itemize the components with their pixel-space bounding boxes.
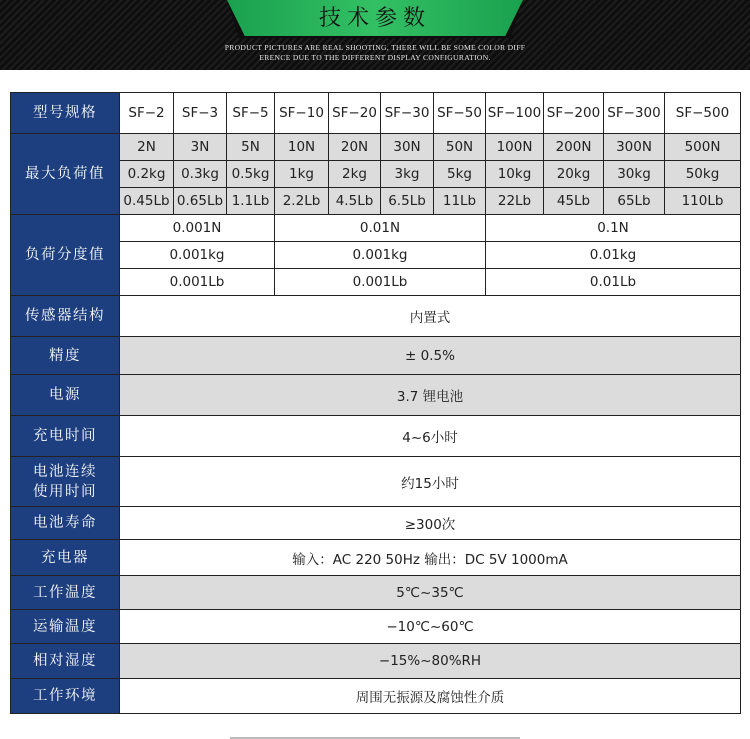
max-load-lb-cell: 1.1Lb (227, 188, 275, 215)
model-row (11, 93, 741, 134)
spec-row-value: 3.7 锂电池 (120, 375, 741, 416)
spec-row-value: 4~6小时 (120, 416, 741, 457)
model-label: 型号规格 (11, 93, 120, 134)
max-load-lb-cell: 11Lb (434, 188, 486, 215)
spec-row-value: −10℃~60℃ (120, 610, 741, 644)
resolution-lb-row (11, 269, 741, 296)
spec-table (10, 92, 741, 714)
model-cell: SF−500 (665, 93, 741, 134)
model-cell: SF−2 (120, 93, 174, 134)
max-load-lb-cell: 4.5Lb (329, 188, 381, 215)
resolution-cell: 0.01N (275, 215, 486, 242)
model-cell: SF−5 (227, 93, 275, 134)
max-load-n-cell: 50N (434, 134, 486, 161)
resolution-cell: 0.01Lb (486, 269, 741, 296)
spec-row-label: 工作环境 (11, 679, 120, 714)
resolution-n-row (11, 215, 741, 242)
resolution-cell: 0.01kg (486, 242, 741, 269)
max-load-kg-cell: 30kg (604, 161, 665, 188)
spec-row (11, 416, 741, 457)
max-load-lb-cell: 2.2Lb (275, 188, 329, 215)
max-load-kg-cell: 2kg (329, 161, 381, 188)
header-banner (0, 0, 750, 70)
spec-row-label: 充电时间 (11, 416, 120, 457)
model-cell: SF−300 (604, 93, 665, 134)
max-load-n-cell: 20N (329, 134, 381, 161)
max-load-lb-cell: 22Lb (486, 188, 544, 215)
resolution-cell: 0.001N (120, 215, 275, 242)
spec-row-value: 5℃~35℃ (120, 576, 741, 610)
resolution-kg-row (11, 242, 741, 269)
resolution-cell: 0.001Lb (275, 269, 486, 296)
spec-row-value: 约15小时 (120, 457, 741, 507)
max-load-kg-cell: 20kg (544, 161, 604, 188)
max-load-n-cell: 10N (275, 134, 329, 161)
max-load-n-cell: 200N (544, 134, 604, 161)
spec-row (11, 610, 741, 644)
max-load-n-cell: 2N (120, 134, 174, 161)
spec-row (11, 375, 741, 416)
resolution-cell: 0.1N (486, 215, 741, 242)
max-load-lb-cell: 6.5Lb (381, 188, 434, 215)
spec-row-label: 精度 (11, 337, 120, 375)
model-cell: SF−200 (544, 93, 604, 134)
spec-row-value: ≥300次 (120, 507, 741, 540)
spec-row-label: 运输温度 (11, 610, 120, 644)
max-load-lb-cell: 110Lb (665, 188, 741, 215)
max-load-kg-cell: 1kg (275, 161, 329, 188)
spec-row-label: 工作温度 (11, 576, 120, 610)
spec-row-value: 输入：AC 220 50Hz 输出：DC 5V 1000mA (120, 540, 741, 576)
spec-row-value: ± 0.5% (120, 337, 741, 375)
model-cell: SF−3 (174, 93, 227, 134)
max-load-n-cell: 30N (381, 134, 434, 161)
max-load-label: 最大负荷值 (11, 134, 120, 215)
max-load-kg-cell: 10kg (486, 161, 544, 188)
model-cell: SF−10 (275, 93, 329, 134)
model-cell: SF−100 (486, 93, 544, 134)
page-title: 技术参数 (318, 6, 431, 31)
spec-row (11, 337, 741, 375)
model-cell: SF−20 (329, 93, 381, 134)
spec-row (11, 644, 741, 679)
disclaimer-line-1: PRODUCT PICTURES ARE REAL SHOOTING, THERE WILL BE SOME COLOR DIFF (224, 43, 526, 52)
max-load-n-row (11, 134, 741, 161)
max-load-kg-cell: 50kg (665, 161, 741, 188)
spec-row (11, 576, 741, 610)
max-load-lb-cell: 65Lb (604, 188, 665, 215)
max-load-lb-cell: 0.65Lb (174, 188, 227, 215)
max-load-n-cell: 100N (486, 134, 544, 161)
model-cell: SF−30 (381, 93, 434, 134)
max-load-lb-cell: 0.45Lb (120, 188, 174, 215)
spec-row-label: 电源 (11, 375, 120, 416)
max-load-kg-cell: 0.3kg (174, 161, 227, 188)
resolution-cell: 0.001kg (275, 242, 486, 269)
max-load-kg-cell: 0.2kg (120, 161, 174, 188)
max-load-kg-row (11, 161, 741, 188)
spec-row-value: 内置式 (120, 296, 741, 337)
spec-row-label: 电池连续使用时间 (11, 457, 120, 507)
max-load-lb-row (11, 188, 741, 215)
spec-row-label: 传感器结构 (11, 296, 120, 337)
max-load-n-cell: 5N (227, 134, 275, 161)
max-load-n-cell: 3N (174, 134, 227, 161)
disclaimer-line-2: ERENCE DUE TO THE DIFFERENT DISPLAY CONFIGURATION. (259, 53, 491, 62)
max-load-lb-cell: 45Lb (544, 188, 604, 215)
max-load-kg-cell: 0.5kg (227, 161, 275, 188)
spec-row (11, 540, 741, 576)
spec-row (11, 507, 741, 540)
spec-row-label: 充电器 (11, 540, 120, 576)
spec-row (11, 296, 741, 337)
resolution-cell: 0.001kg (120, 242, 275, 269)
max-load-n-cell: 500N (665, 134, 741, 161)
resolution-label: 负荷分度值 (11, 215, 120, 296)
spec-row (11, 679, 741, 714)
model-cell: SF−50 (434, 93, 486, 134)
spec-row-value: −15%~80%RH (120, 644, 741, 679)
resolution-cell: 0.001Lb (120, 269, 275, 296)
spec-row-label: 相对湿度 (11, 644, 120, 679)
spec-row-value: 周围无振源及腐蚀性介质 (120, 679, 741, 714)
max-load-kg-cell: 5kg (434, 161, 486, 188)
spec-row (11, 457, 741, 507)
max-load-n-cell: 300N (604, 134, 665, 161)
max-load-kg-cell: 3kg (381, 161, 434, 188)
spec-row-label: 电池寿命 (11, 507, 120, 540)
